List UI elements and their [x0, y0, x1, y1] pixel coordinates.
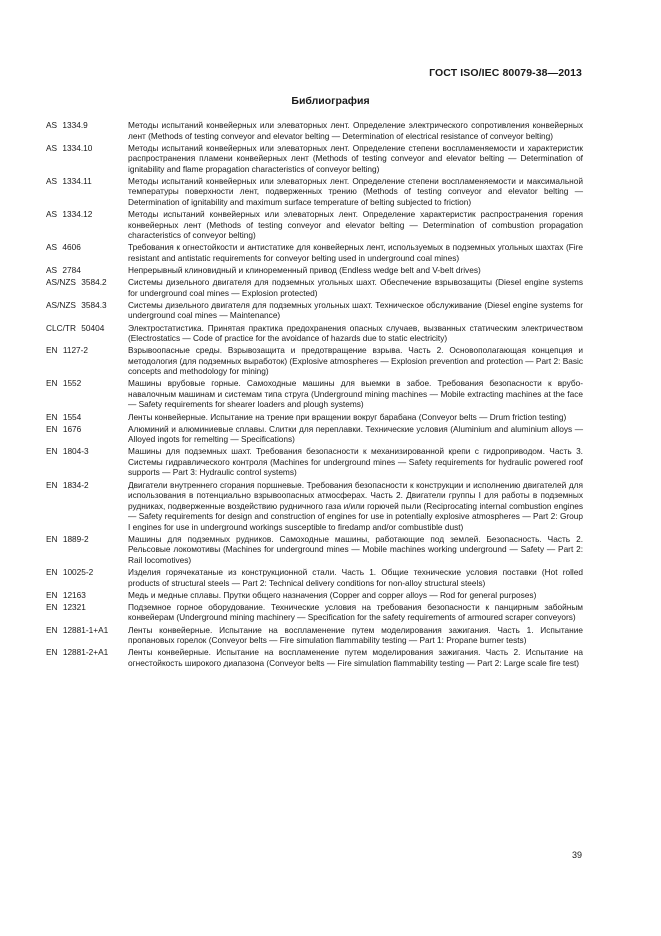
entry-text: Системы дизельного двигателя для подземных угольных шахт. Обеспечение взрывозащиты (Diesel engine systems for underground coal mines — Explosion protected) — [128, 277, 583, 298]
bibliography-entry — [46, 277, 583, 298]
entry-code: AS/NZS 3584.3 — [46, 299, 107, 310]
entry-code: EN 1552 — [46, 378, 82, 389]
bibliography-entry — [46, 647, 583, 668]
entry-code: AS 1334.9 — [46, 120, 88, 130]
bibliography-entry — [46, 378, 583, 410]
entry-code: EN 1127-2 — [46, 345, 89, 356]
entry-code: EN 1676 — [46, 423, 82, 434]
entry-text: Методы испытаний конвейерных или элеваторных лент. Определение степени воспламеняемости и характеристик распространения пламени конвейерных лент (Methods of testing conveyor and elevator belting — Determination of ignitability and flame propagation characteristics of conveyor belting) — [128, 142, 583, 174]
bibliography-entry — [46, 300, 583, 321]
entry-text: Алюминий и алюминиевые сплавы. Слитки для переплавки. Технические условия (Aluminium and aluminium alloys — Alloyed ingots for remelting — Specifications) — [128, 423, 583, 445]
bibliography-entry — [46, 176, 583, 208]
entry-text: Медь и медные сплавы. Прутки общего назначения (Copper and copper alloys — Rod for general purposes) — [128, 589, 537, 600]
bibliography-entry — [46, 602, 583, 623]
entry-text: Методы испытаний конвейерных или элеваторных лент. Определение электрического сопротивления конвейерных лент (Methods of testing conveyor and elevator belting — Determination of electrical resistance of conveyor belting) — [128, 120, 583, 141]
section-title: Библиография — [291, 95, 370, 107]
entry-code: AS 1334.11 — [46, 175, 92, 186]
entry-code: AS 1334.12 — [46, 209, 93, 220]
bibliography-entry — [46, 590, 583, 601]
bibliography-entry — [46, 345, 583, 377]
entry-text: Взрывоопасные среды. Взрывозащита и предотвращение взрыва. Часть 2. Основополагающая концепция и методология (для подземных выработок) (Explosive atmospheres — Explosion prevention and protection — Part 2: Basic concepts and methodology for mining) — [128, 345, 583, 377]
bibliography-entry — [46, 534, 583, 566]
entry-code: EN 12163 — [46, 589, 86, 600]
entry-code: EN 1834-2 — [46, 479, 89, 490]
bibliography-entry — [46, 412, 583, 423]
entry-text: Требования к огнестойкости и антистатике для конвейерных лент, используемых в подземных угольных шахтах (Fire resistant and antistatic requirements for conveyor belting used in underground coal mines) — [128, 242, 583, 263]
bibliography-entry — [46, 143, 583, 175]
entry-code: CLC/TR 50404 — [46, 322, 105, 333]
bibliography-entry — [46, 265, 583, 276]
entry-text: Ленты конвейерные. Испытание на воспламенение путем моделирования зажигания. Часть 1. Испытание пропановых горелок (Conveyor belts — Fire simulation flammability testing — Part 1: Propane burner tests) — [128, 624, 583, 646]
bibliography-entry — [46, 323, 583, 344]
entry-text: Системы дизельного двигателя для подземных угольных шахт. Техническое обслуживание (Diesel engine systems for underground coal mines — Maintenance) — [128, 299, 583, 321]
page-number: 39 — [571, 850, 582, 860]
entry-text: Электростатистика. Принятая практика предохранения опасных случаев, вызванных статическим электричеством (Electrostatics — Code of practice for the avoidance of hazards due to static electricity) — [128, 322, 583, 343]
entry-code: EN 12881-2+A1 — [46, 647, 109, 658]
bibliography-entry — [46, 625, 583, 646]
entry-text: Машины для подземных шахт. Требования безопасности к механизированной крепи с гидроприводом. Часть 3. Системы гидравлического контроля (Machines for underground mines — Safety requirements for hydraulic powered roof supports — Part 3: Hydraulic control systems) — [128, 446, 583, 478]
entry-text: Подземное горное оборудование. Технические условия на требования безопасности к панцирным забойным конвейерам (Underground mining machinery — Specification for the safety requirements of armoured scraper conveyors) — [128, 601, 583, 623]
entry-code: EN 1554 — [46, 411, 82, 422]
bibliography-entry — [46, 480, 583, 533]
entry-code: AS 4606 — [46, 242, 81, 253]
document-header: ГОСТ ISO/IEC 80079-38—2013 — [429, 67, 582, 79]
entry-text: Методы испытаний конвейерных или элеваторных лент. Определение степени воспламеняемости и максимальной температуры поверхности лент, подверженных трению (Methods of testing conveyor and elevator belting — Determination of ignitability and maximum surface temperature of belting subjected to friction) — [128, 175, 583, 207]
bibliography-list — [46, 120, 583, 670]
entry-code: EN 1889-2 — [46, 533, 89, 544]
bibliography-entry — [46, 446, 583, 478]
bibliography-entry — [46, 567, 583, 588]
bibliography-entry — [46, 424, 583, 445]
entry-code: EN 12321 — [46, 601, 86, 612]
entry-code: AS 1334.10 — [46, 142, 93, 153]
entry-text: Изделия горячекатаные из конструкционной стали. Часть 1. Общие технические условия поставки (Hot rolled products of structural steels — Part 2: Technical delivery conditions for non-alloy structural steels) — [128, 567, 583, 588]
entry-code: EN 12881-1+A1 — [46, 624, 109, 635]
bibliography-entry — [46, 120, 583, 141]
entry-code: AS/NZS 3584.2 — [46, 277, 107, 288]
entry-code: EN 1804-3 — [46, 446, 89, 457]
entry-code: EN 10025-2 — [46, 567, 94, 577]
entry-text: Ленты конвейерные. Испытание на трение при вращении вокруг барабана (Conveyor belts — Drum friction testing) — [128, 411, 567, 422]
entry-text: Ленты конвейерные. Испытание на воспламенение путем моделирования зажигания. Часть 2. Испытание на огнестойкость широкого диапазона (Conveyor belts — Fire simulation flammability testing — Part 2: Large scale fire test) — [128, 647, 583, 668]
entry-text: Методы испытаний конвейерных или элеваторных лент. Определение характеристик распространения горения конвейерных лент (Methods of testing conveyor and elevator belting — Determination of combustion propagation characteristics of conveyor belting) — [128, 209, 583, 241]
bibliography-entry — [46, 242, 583, 263]
bibliography-entry — [46, 209, 583, 241]
entry-code: AS 2784 — [46, 264, 81, 275]
entry-text: Машины для подземных рудников. Самоходные машины, работающие под землей. Безопасность. Часть 2. Рельсовые локомотивы (Machines for underground mines — Mobile machines working underground — Safety — Part 2: Rail locomotives) — [128, 533, 583, 565]
entry-text: Непрерывный клиновидный и клиноременный привод (Endless wedge belt and V-belt drives) — [128, 264, 481, 275]
entry-text: Машины врубовые горные. Самоходные машины для выемки в забое. Требования безопасности к врубо-навалочным машинам и системам типа струга (Underground mining machines — Mobile extracting machines at the face — Safety requirements for shearer loaders and plough systems) — [128, 378, 583, 410]
entry-text: Двигатели внутреннего сгорания поршневые. Требования безопасности к конструкции и исполнению двигателей для использования в потенциально взрывоопасных атмосферах. Часть 2. Двигатели группы I для работы в подземных рудниках, подверженные воздействию рудничного газа и/или горючей пыли (Reciprocating internal combustion engines — Safety requirements for design and construction of engines for use in potentially explosive atmospheres — Part 2: Group I engines for use in underground workings susceptible to firedamp and/or combustible dust) — [128, 479, 583, 532]
